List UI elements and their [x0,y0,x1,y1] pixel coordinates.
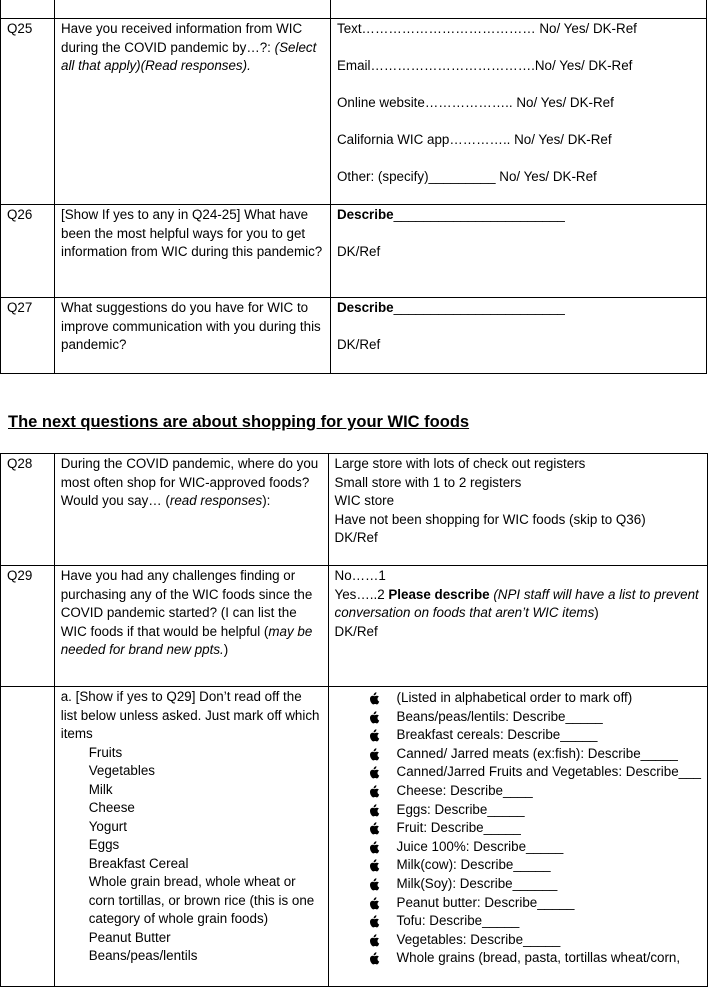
food-item: Cheese [88,800,135,815]
response-option: DK/Ref [334,530,378,545]
checklist-item: Peanut butter: Describe_____ [369,894,701,913]
apple-icon [369,915,380,928]
describe-line: _______________________ [393,207,565,222]
food-item: Peanut Butter [88,929,171,945]
response-option: Online website……………….. No/ Yes/ DK-Ref [337,94,614,110]
food-checklist [335,689,701,968]
question-text: What suggestions do you have for WIC to improve communication with you during this pandemic? [61,300,321,352]
checklist-item: Tofu: Describe_____ [369,912,701,931]
apple-icon [369,766,380,779]
checklist-item: Fruit: Describe_____ [369,819,701,838]
checklist-item: (Listed in alphabetical order to mark off) [369,689,701,708]
apple-icon [369,729,380,742]
dk-ref: DK/Ref [337,336,381,352]
question-number: Q28 [7,456,33,471]
food-item: Vegetables [88,763,155,778]
food-item: Milk [88,781,113,797]
response-options [331,205,706,261]
question-text: a. [Show if yes to Q29] Don’t read off the list below unless asked. Just mark off which items Fruits Vegetables Milk Cheese Yogurt Eggs Breakfast Cereal Whole grain bread, whole wheat or corn tortillas, or brown rice (this is one category of whole grain foods) Peanut Butter Beans/peas/lentils [55,687,328,966]
table-communication [0,0,707,374]
table-row [1,454,708,566]
checklist-item: Whole grains (bread, pasta, tortillas wheat/corn, [369,949,701,968]
checklist-item: Breakfast cereals: Describe_____ [369,726,701,745]
food-item: Whole grain bread, whole wheat or corn tortillas, or brown rice (this is one category of whole grain foods) [88,874,315,926]
question-number: Q29 [7,568,33,583]
question-text: Have you received information from WIC during the COVID pandemic by…?: (Select all that apply)(Read responses). [61,21,317,73]
apple-icon [369,692,380,705]
checklist-item: Cheese: Describe____ [369,782,701,801]
response-option: Text………………………………… No/ Yes/ DK-Ref [337,21,637,36]
checklist-item: Juice 100%: Describe_____ [369,838,701,857]
question-text: During the COVID pandemic, where do you most often shop for WIC-approved foods? Would you say… (read responses): [60,456,319,508]
table-row [1,687,708,987]
question-text: [Show If yes to any in Q24-25] What have been the most helpful ways for you to get information from WIC during this pandemic? [61,207,323,259]
food-item: Fruits [88,744,123,760]
food-item: Eggs [88,837,120,852]
question-text: Have you had any challenges finding or purchasing any of the WIC foods since the COVID pandemic started? (I can list the WIC foods if that would be helpful (may be needed for brand new ppts.) [60,568,313,657]
response-option: California WIC app………….. No/ Yes/ DK-Ref [337,131,612,147]
apple-icon [369,859,380,872]
table-row [1,205,707,298]
food-item: Beans/peas/lentils [88,948,198,963]
checklist-item: Canned/Jarred Fruits and Vegetables: Describe___ [369,763,701,782]
table-row [1,298,707,374]
question-number: Q27 [7,300,33,315]
describe-line: _______________________ [393,300,565,315]
checklist-item: Beans/peas/lentils: Describe_____ [369,708,701,727]
table-shopping [0,453,708,987]
apple-icon [369,748,380,761]
response-option: Have not been shopping for WIC foods (skip to Q36) [334,511,646,527]
apple-icon [369,841,380,854]
apple-icon [369,822,380,835]
apple-icon [369,934,380,947]
describe-label: Describe [337,207,394,222]
apple-icon [369,804,380,817]
response-options [329,454,707,548]
apple-icon [369,952,380,965]
response-option: Small store with 1 to 2 registers [334,474,522,490]
table-row [1,566,708,687]
response-options [331,19,706,186]
question-number: Q26 [7,207,33,222]
response-option: Large store with lots of check out registers [334,456,586,471]
checklist-item: Milk(Soy): Describe______ [369,875,701,894]
apple-icon [369,897,380,910]
dk-ref: DK/Ref [334,623,378,639]
apple-icon [369,711,380,724]
checklist-item: Vegetables: Describe_____ [369,931,701,950]
table-row [1,19,707,205]
describe-label: Describe [337,300,394,315]
response-option: Yes…..2 Please describe (NPI staff will have a list to prevent conversation on foods that aren’t WIC items) [334,586,699,620]
response-option: WIC store [334,493,395,508]
apple-icon [369,878,380,891]
question-number: Q25 [7,21,33,36]
checklist-item: Canned/ Jarred meats (ex:fish): Describe_____ [369,745,701,764]
response-option: No……1 [334,568,386,583]
response-options [331,298,706,354]
food-item: Yogurt [88,818,127,834]
food-item: Breakfast Cereal [88,855,189,871]
checklist-item: Eggs: Describe_____ [369,801,701,820]
checklist-item: Milk(cow): Describe_____ [369,856,701,875]
response-option: Other: (specify)_________ No/ Yes/ DK-Ref [337,168,597,184]
table-row [1,0,707,19]
dk-ref: DK/Ref [337,243,381,259]
response-options [329,566,707,641]
apple-icon [369,785,380,798]
response-option: Email……………………………….No/ Yes/ DK-Ref [337,57,633,73]
section-heading: The next questions are about shopping for your WIC foods [8,413,470,431]
